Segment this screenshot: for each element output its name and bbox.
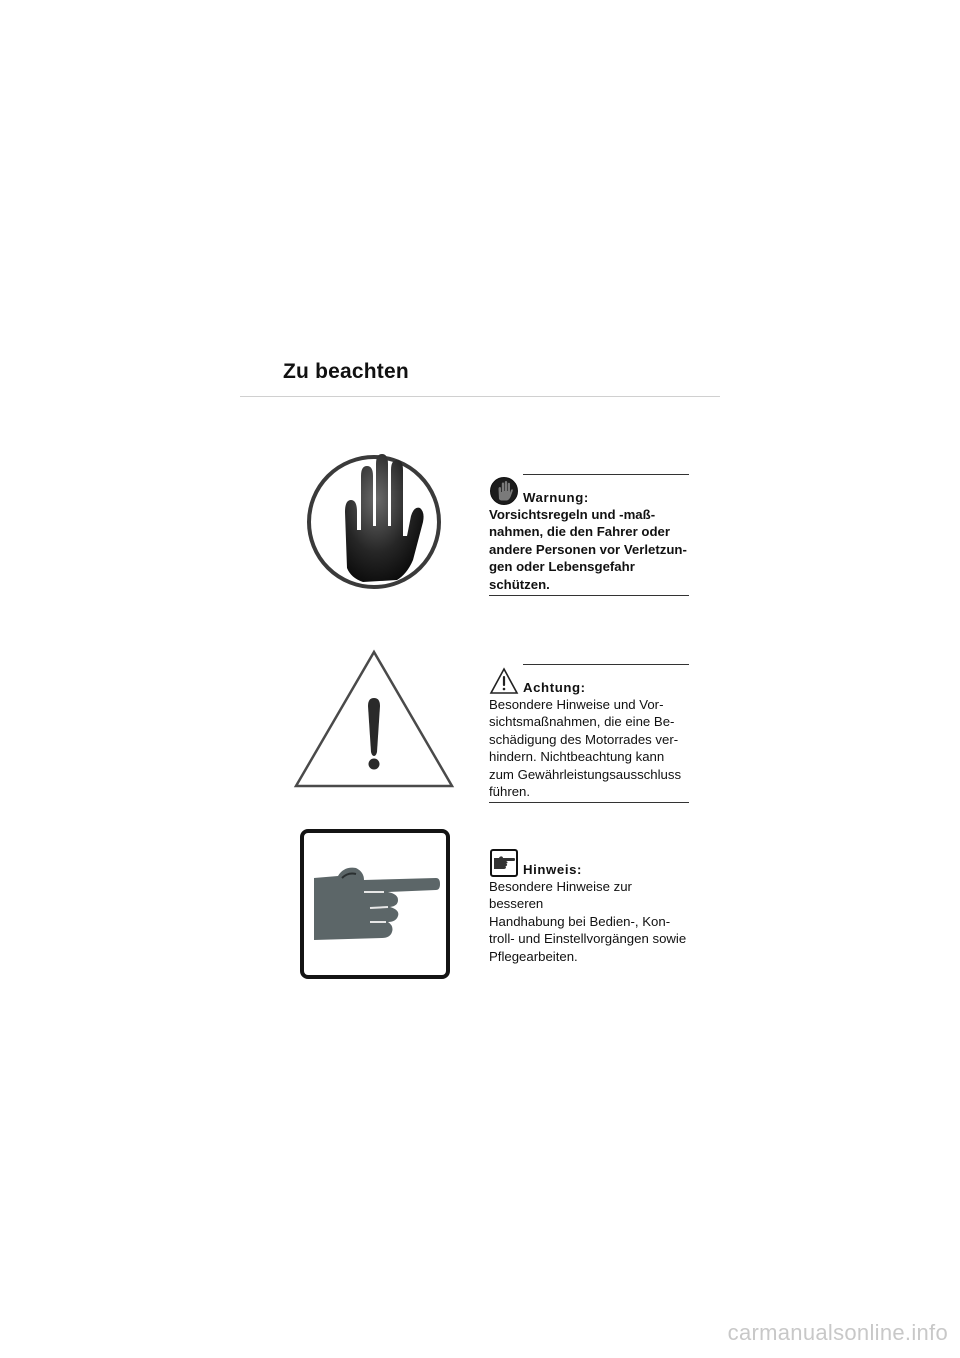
caution-label: Achtung: [523,680,586,695]
stop-hand-icon [489,476,519,506]
note-divider [489,595,689,596]
warning-triangle-icon [292,648,456,790]
note-divider [523,474,689,475]
warning-text: Vorsichtsregeln und -maß- nahmen, die den Fahrer oder andere Personen vor Verletzun- gen oder Lebensgefahr schützen. [489,507,687,592]
pointing-hand-icon [489,848,519,878]
hint-text: Besondere Hinweise zur besseren Handhabung bei Bedien-, Kon- troll- und Einstellvorgängen sowie Pflegearbeiten. [489,879,687,964]
warning-label: Warnung: [523,490,589,505]
page-title: Zu beachten [283,360,409,383]
warning-note [489,474,689,596]
caution-note [489,664,689,803]
caution-text: Besondere Hinweise und Vor- sichtsmaßnahmen, die eine Be- schädigung des Motorrades ver- hindern. Nichtbeachtung kann zum Gewährleistungsausschluss führen. [489,697,682,800]
note-divider [523,664,689,665]
note-divider [489,802,689,803]
warning-triangle-icon [489,666,519,696]
hint-label: Hinweis: [523,862,583,877]
pointing-hand-icon [298,828,454,982]
hint-note [489,846,689,965]
title-divider [240,396,720,397]
stop-hand-icon [307,442,441,602]
watermark: carmanualsonline.info [727,1320,948,1345]
